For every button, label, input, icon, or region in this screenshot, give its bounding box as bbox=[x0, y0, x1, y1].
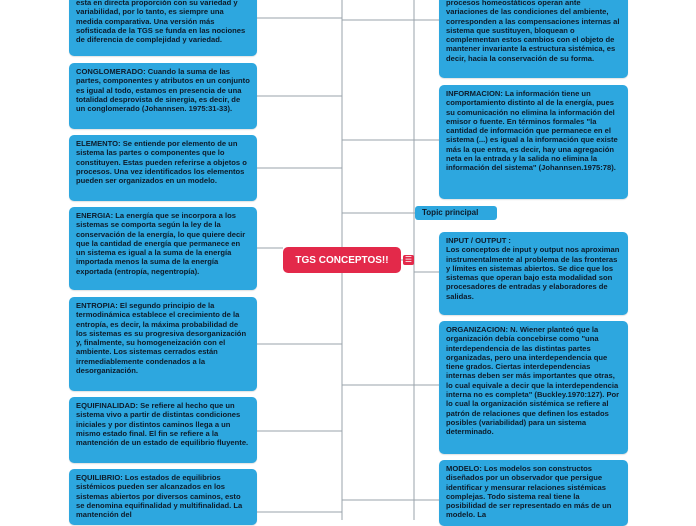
node-right-homeostasis[interactable] bbox=[439, 0, 628, 78]
node-text: EQUIFINALIDAD: Se refiere al hecho que un sistema vivo a partir de distintas condiciones iniciales y por distintos caminos llega a un mismo estado final. El fin se refiere a la mantención de un estado de equilibrio fluyente. bbox=[76, 401, 249, 448]
node-left-variedad[interactable] bbox=[69, 0, 257, 56]
node-text: INPUT / OUTPUT : Los conceptos de input y output nos aproximan instrumentalmente al problema de las fronteras y límites en sistemas abiertos. Se dice que los sistemas que operan bajo esta modalidad son procesadores de entradas y elaboradores de salidas. bbox=[446, 236, 620, 301]
node-text: CONGLOMERADO: Cuando la suma de las partes, componentes y atributos en un conjunto es igual al todo, estamos en presencia de una totalidad desprovista de sinergia, es decir, de un conglomerado (Johannsen. 1975:31-33). bbox=[76, 67, 250, 114]
node-equifinalidad[interactable] bbox=[69, 397, 257, 463]
node-input-output[interactable] bbox=[439, 232, 628, 315]
node-energia[interactable] bbox=[69, 207, 257, 290]
node-text: INFORMACION: La información tiene un comportamiento distinto al de la energía, pues su comunicación no elimina la información del emisor o fuente. En términos formales "la cantidad de información que permanece en el sistema (...) es igual a la información que existe más la que entra, es decir, hay una agregación neta en la entrada y la salida no elimina la información del sistema" (Johannsen.1975:78). bbox=[446, 89, 618, 173]
node-entropia[interactable] bbox=[69, 297, 257, 391]
node-organizacion[interactable] bbox=[439, 321, 628, 454]
node-conglomerado[interactable] bbox=[69, 63, 257, 129]
central-topic-label: TGS CONCEPTOS!! bbox=[295, 254, 389, 266]
node-text: ENTROPIA: El segundo principio de la termodinámica establece el crecimiento de la entropía, es decir, la máxima probabilidad de los sistemas es su progresiva desorganización y, finalmente, su homogeneización con el ambiente. Los sistemas cerrados están irremediablemente condenados a la desorganización. bbox=[76, 301, 247, 376]
node-text: ELEMENTO: Se entiende por elemento de un sistema las partes o componentes que lo constituyen. Estas pueden referirse a objetos o procesos. Una vez identificados los elementos pueden ser organizados en un modelo. bbox=[76, 139, 247, 186]
node-text: MODELO: Los modelos son constructos diseñados por un observador que persigue identificar y mensurar relaciones sistémicas complejas. Todo sistema real tiene la posibilidad de ser representado en más de un modelo. La bbox=[446, 464, 612, 520]
node-text: ORGANIZACION: N. Wiener planteó que la organización debía concebirse como "una interdependencia de las distintas partes organizadas, pero una interdependencia que tiene grados. Ciertas interdependencias internas deben ser más importantes que otras, lo cual equivale a decir que la interdependencia interna no es completa" (Buckley.1970:127). Por lo cual la organización sistémica se refiere al patrón de relaciones que definen los estados posibles (variabilidad) para un sistema determinado. bbox=[446, 325, 620, 437]
node-text: procesos homeostáticos operan ante variaciones de las condiciones del ambiente, corresponden a las compensaciones internas al sistema que sustituyen, bloquean o complementan estos cambios con el objeto de mantener invariante la estructura sistémica, es decir, hacia la conservación de su forma. bbox=[446, 0, 620, 63]
node-text: EQUILIBRIO: Los estados de equilibrios sistémicos pueden ser alcanzados en los sistemas abiertos por diversos caminos, esto se denomina equifinalidad y multifinalidad. La mantención del bbox=[76, 473, 243, 520]
central-topic[interactable] bbox=[283, 247, 401, 273]
node-informacion[interactable] bbox=[439, 85, 628, 199]
node-elemento[interactable] bbox=[69, 135, 257, 201]
node-modelo[interactable] bbox=[439, 460, 628, 526]
node-text: esta en directa proporción con su variedad y variabilidad, por lo tanto, es siempre una medida comparativa. Una versión más sofisticada de la TGS se funda en las nociones de diferencia de complejidad y variedad. bbox=[76, 0, 246, 45]
topic-principal-label: Topic principal bbox=[422, 208, 479, 217]
node-text: ENERGIA: La energía que se incorpora a los sistemas se comporta según la ley de la conservación de la energía, lo que quiere decir que la cantidad de energía que permanece en un sistema es igual a la suma de la energía importada menos la suma de la energía exportada (entropía, negentropía). bbox=[76, 211, 246, 276]
list-icon[interactable]: ☰ bbox=[404, 255, 413, 264]
topic-principal[interactable] bbox=[415, 206, 497, 220]
node-equilibrio[interactable] bbox=[69, 469, 257, 525]
